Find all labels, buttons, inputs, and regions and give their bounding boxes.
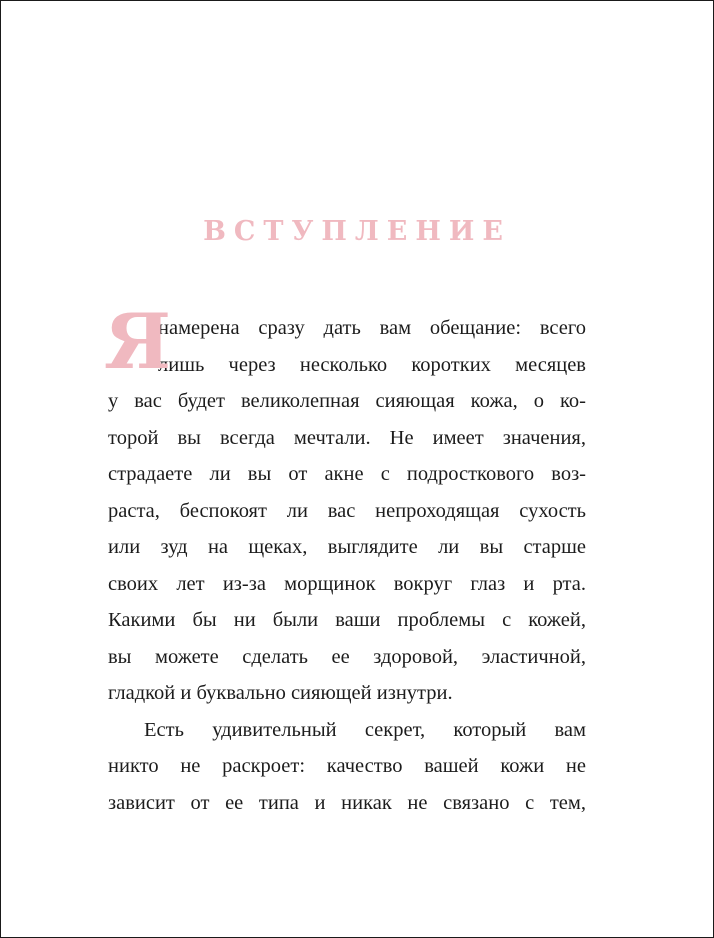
chapter-title: ВСТУПЛЕНИЕ xyxy=(203,216,511,247)
text-line: или зуд на щеках, выглядите ли вы старше xyxy=(108,536,586,558)
text-line: страдаете ли вы от акне с подросткового воз- xyxy=(108,463,586,485)
text-line: у вас будет великолепная сияющая кожа, о ко- xyxy=(108,390,586,412)
text-line: Есть удивительный секрет, который вам xyxy=(144,718,586,741)
text-line: зависит от ее типа и никак не связано с тем, xyxy=(108,791,586,814)
body-text xyxy=(104,297,586,821)
text-line: раста, беспокоят ли вас непроходящая сухость xyxy=(108,499,586,522)
text-line: гладкой и буквально сияющей изнутри. xyxy=(108,682,453,704)
drop-cap: Я xyxy=(104,297,172,386)
text-line: намерена сразу дать вам обещание: всего xyxy=(158,317,586,339)
text-line: никто не раскроет: качество вашей кожи не xyxy=(108,755,586,777)
text-line: лишь через несколько коротких месяцев xyxy=(158,353,586,376)
text-line: своих лет из-за морщинок вокруг глаз и рта. xyxy=(108,572,586,595)
text-line: Какими бы ни были ваши проблемы с кожей, xyxy=(108,609,586,631)
text-line: торой вы всегда мечтали. Не имеет значения, xyxy=(108,426,586,449)
text-line: вы можете сделать ее здоровой, эластичной, xyxy=(108,645,586,668)
